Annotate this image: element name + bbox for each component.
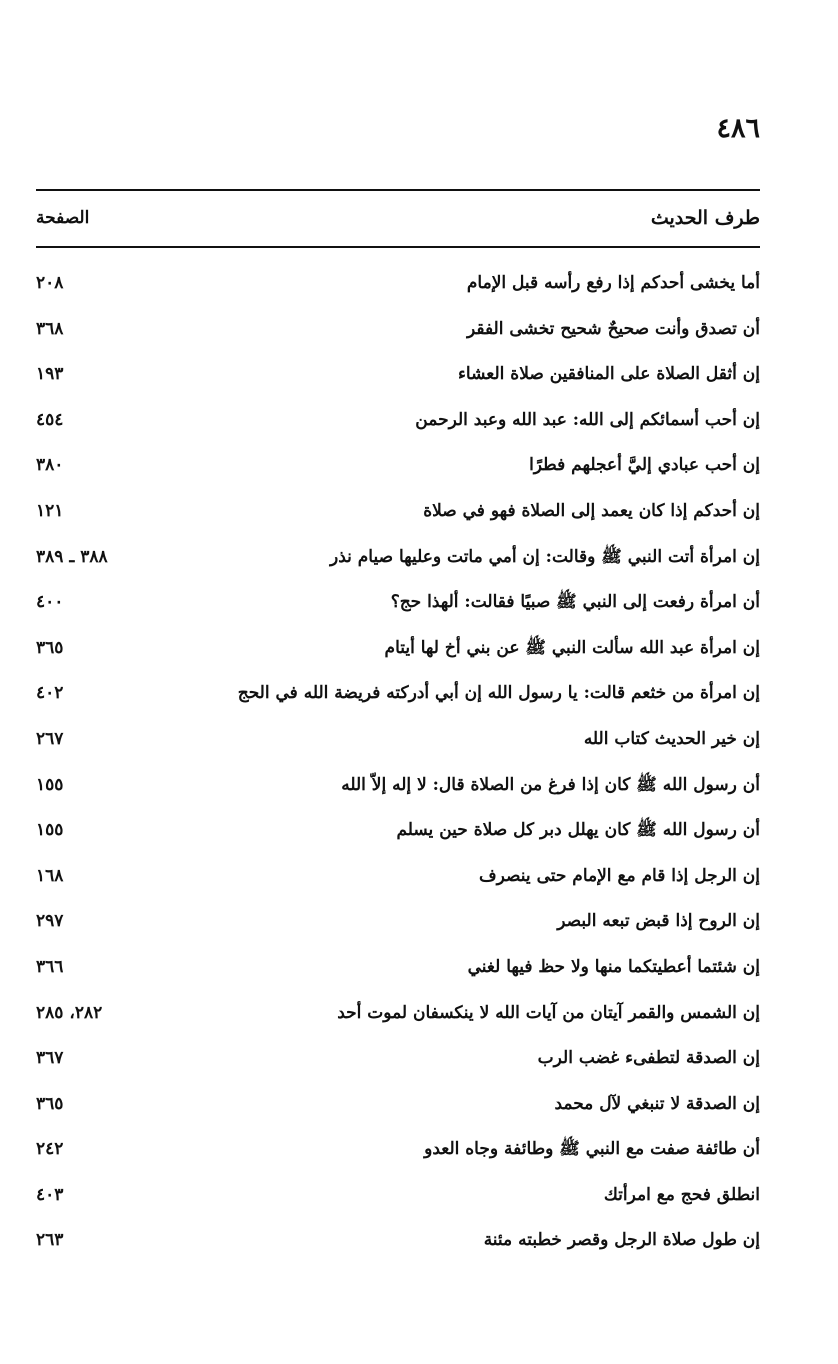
- page-reference: ٢٤٢: [36, 1139, 64, 1160]
- index-row: [36, 899, 760, 945]
- hadith-text: إن أحب أسمائكم إلى الله: عبد الله وعبد الرحمن: [415, 409, 760, 430]
- index-row: [36, 671, 760, 717]
- page-reference: ٤٠٣: [36, 1184, 64, 1205]
- index-row: [36, 580, 760, 626]
- index-row: [36, 1218, 760, 1264]
- index-row: [36, 626, 760, 672]
- hadith-text: إن الشمس والقمر آيتان من آيات الله لا ينكسفان لموت أحد: [337, 1002, 760, 1023]
- page-reference: ١٥٥: [36, 820, 64, 841]
- page-reference: ١٢١: [36, 500, 64, 521]
- page-reference: ٣٨٨ ـ ٣٨٩: [36, 546, 108, 567]
- index-row: [36, 991, 760, 1037]
- index-row: [36, 352, 760, 398]
- hadith-index-list: [36, 261, 760, 1264]
- hadith-text: إن امرأة أتت النبي ﷺ وقالت: إن أمي ماتت وعليها صيام نذر: [329, 546, 760, 567]
- hadith-text: إن طول صلاة الرجل وقصر خطبته مئنة: [483, 1230, 760, 1251]
- index-row: [36, 854, 760, 900]
- hadith-text: إن الرجل إذا قام مع الإمام حتى ينصرف: [479, 865, 760, 886]
- index-row: [36, 1127, 760, 1173]
- hadith-text: إن خير الحديث كتاب الله: [583, 728, 760, 749]
- page-reference: ٣٦٦: [36, 956, 64, 977]
- page-reference: ٢٨٢، ٢٨٥: [36, 1002, 103, 1023]
- hadith-text: إن أثقل الصلاة على المنافقين صلاة العشاء: [457, 364, 760, 385]
- page-reference: ٣٨٠: [36, 455, 64, 476]
- hadith-text: أما يخشى أحدكم إذا رفع رأسه قبل الإمام: [466, 273, 760, 293]
- index-row: [36, 307, 760, 353]
- page-reference: ٣٦٨: [36, 318, 64, 339]
- page-reference: ٢٦٧: [36, 728, 64, 749]
- hadith-text: إن الصدقة لتطفىء غضب الرب: [537, 1048, 760, 1069]
- hadith-text: إن الروح إذا قبض تبعه البصر: [557, 911, 760, 932]
- page-reference: ٤٥٤: [36, 409, 64, 430]
- hadith-text: أن تصدق وأنت صحيحٌ شحيح تخشى الفقر: [466, 318, 760, 339]
- index-row: [36, 717, 760, 763]
- hadith-text: إن أحدكم إذا كان يعمد إلى الصلاة فهو في صلاة: [423, 500, 760, 521]
- index-row: [36, 1082, 760, 1128]
- header-top-rule: [36, 189, 760, 191]
- index-row: [36, 489, 760, 535]
- page-number: ٤٨٦: [716, 113, 760, 144]
- hadith-text: أن امرأة رفعت إلى النبي ﷺ صبيًا فقالت: ألهذا حج؟: [390, 592, 760, 613]
- index-row: [36, 535, 760, 581]
- hadith-text: أن رسول الله ﷺ كان يهلل دبر كل صلاة حين يسلم: [396, 820, 760, 841]
- hadith-text: إن امرأة من خثعم قالت: يا رسول الله إن أبي أدركته فريضة الله في الحج: [237, 683, 760, 704]
- hadith-text: انطلق فحج مع امرأتك: [603, 1184, 760, 1205]
- page-reference: ٤٠٠: [36, 592, 64, 613]
- index-row: [36, 261, 760, 307]
- index-row: [36, 1036, 760, 1082]
- index-row: [36, 443, 760, 489]
- hadith-text: أن طائفة صفت مع النبي ﷺ وطائفة وجاه العدو: [424, 1139, 760, 1160]
- page-reference: ٢٩٧: [36, 911, 64, 932]
- page-reference: ٣٦٥: [36, 637, 64, 658]
- index-row: [36, 398, 760, 444]
- page-reference: ٤٠٢: [36, 683, 64, 704]
- index-row: [36, 945, 760, 991]
- hadith-column-header: طرف الحديث: [650, 207, 760, 229]
- index-row: [36, 808, 760, 854]
- header-bottom-rule: [36, 246, 760, 248]
- page-reference: ١٦٨: [36, 865, 64, 886]
- hadith-text: إن امرأة عبد الله سألت النبي ﷺ عن بني أخ لها أيتام: [384, 637, 760, 658]
- page-column-header: الصفحة: [36, 208, 90, 228]
- page-reference: ٢٦٣: [36, 1230, 64, 1251]
- page-reference: ٢٠٨: [36, 273, 64, 293]
- page-reference: ١٩٣: [36, 364, 64, 385]
- hadith-text: إن أحب عبادي إليَّ أعجلهم فطرًا: [529, 455, 760, 476]
- hadith-text: إن الصدقة لا تنبغي لآل محمد: [554, 1093, 760, 1114]
- page-reference: ٣٦٥: [36, 1093, 64, 1114]
- hadith-text: أن رسول الله ﷺ كان إذا فرغ من الصلاة قال: لا إله إلاّ الله: [341, 774, 760, 795]
- table-header: [36, 198, 760, 238]
- page-reference: ١٥٥: [36, 774, 64, 795]
- hadith-text: إن شئتما أعطيتكما منها ولا حظ فيها لغني: [467, 956, 760, 977]
- index-row: [36, 763, 760, 809]
- index-row: [36, 1173, 760, 1219]
- page-reference: ٣٦٧: [36, 1048, 64, 1069]
